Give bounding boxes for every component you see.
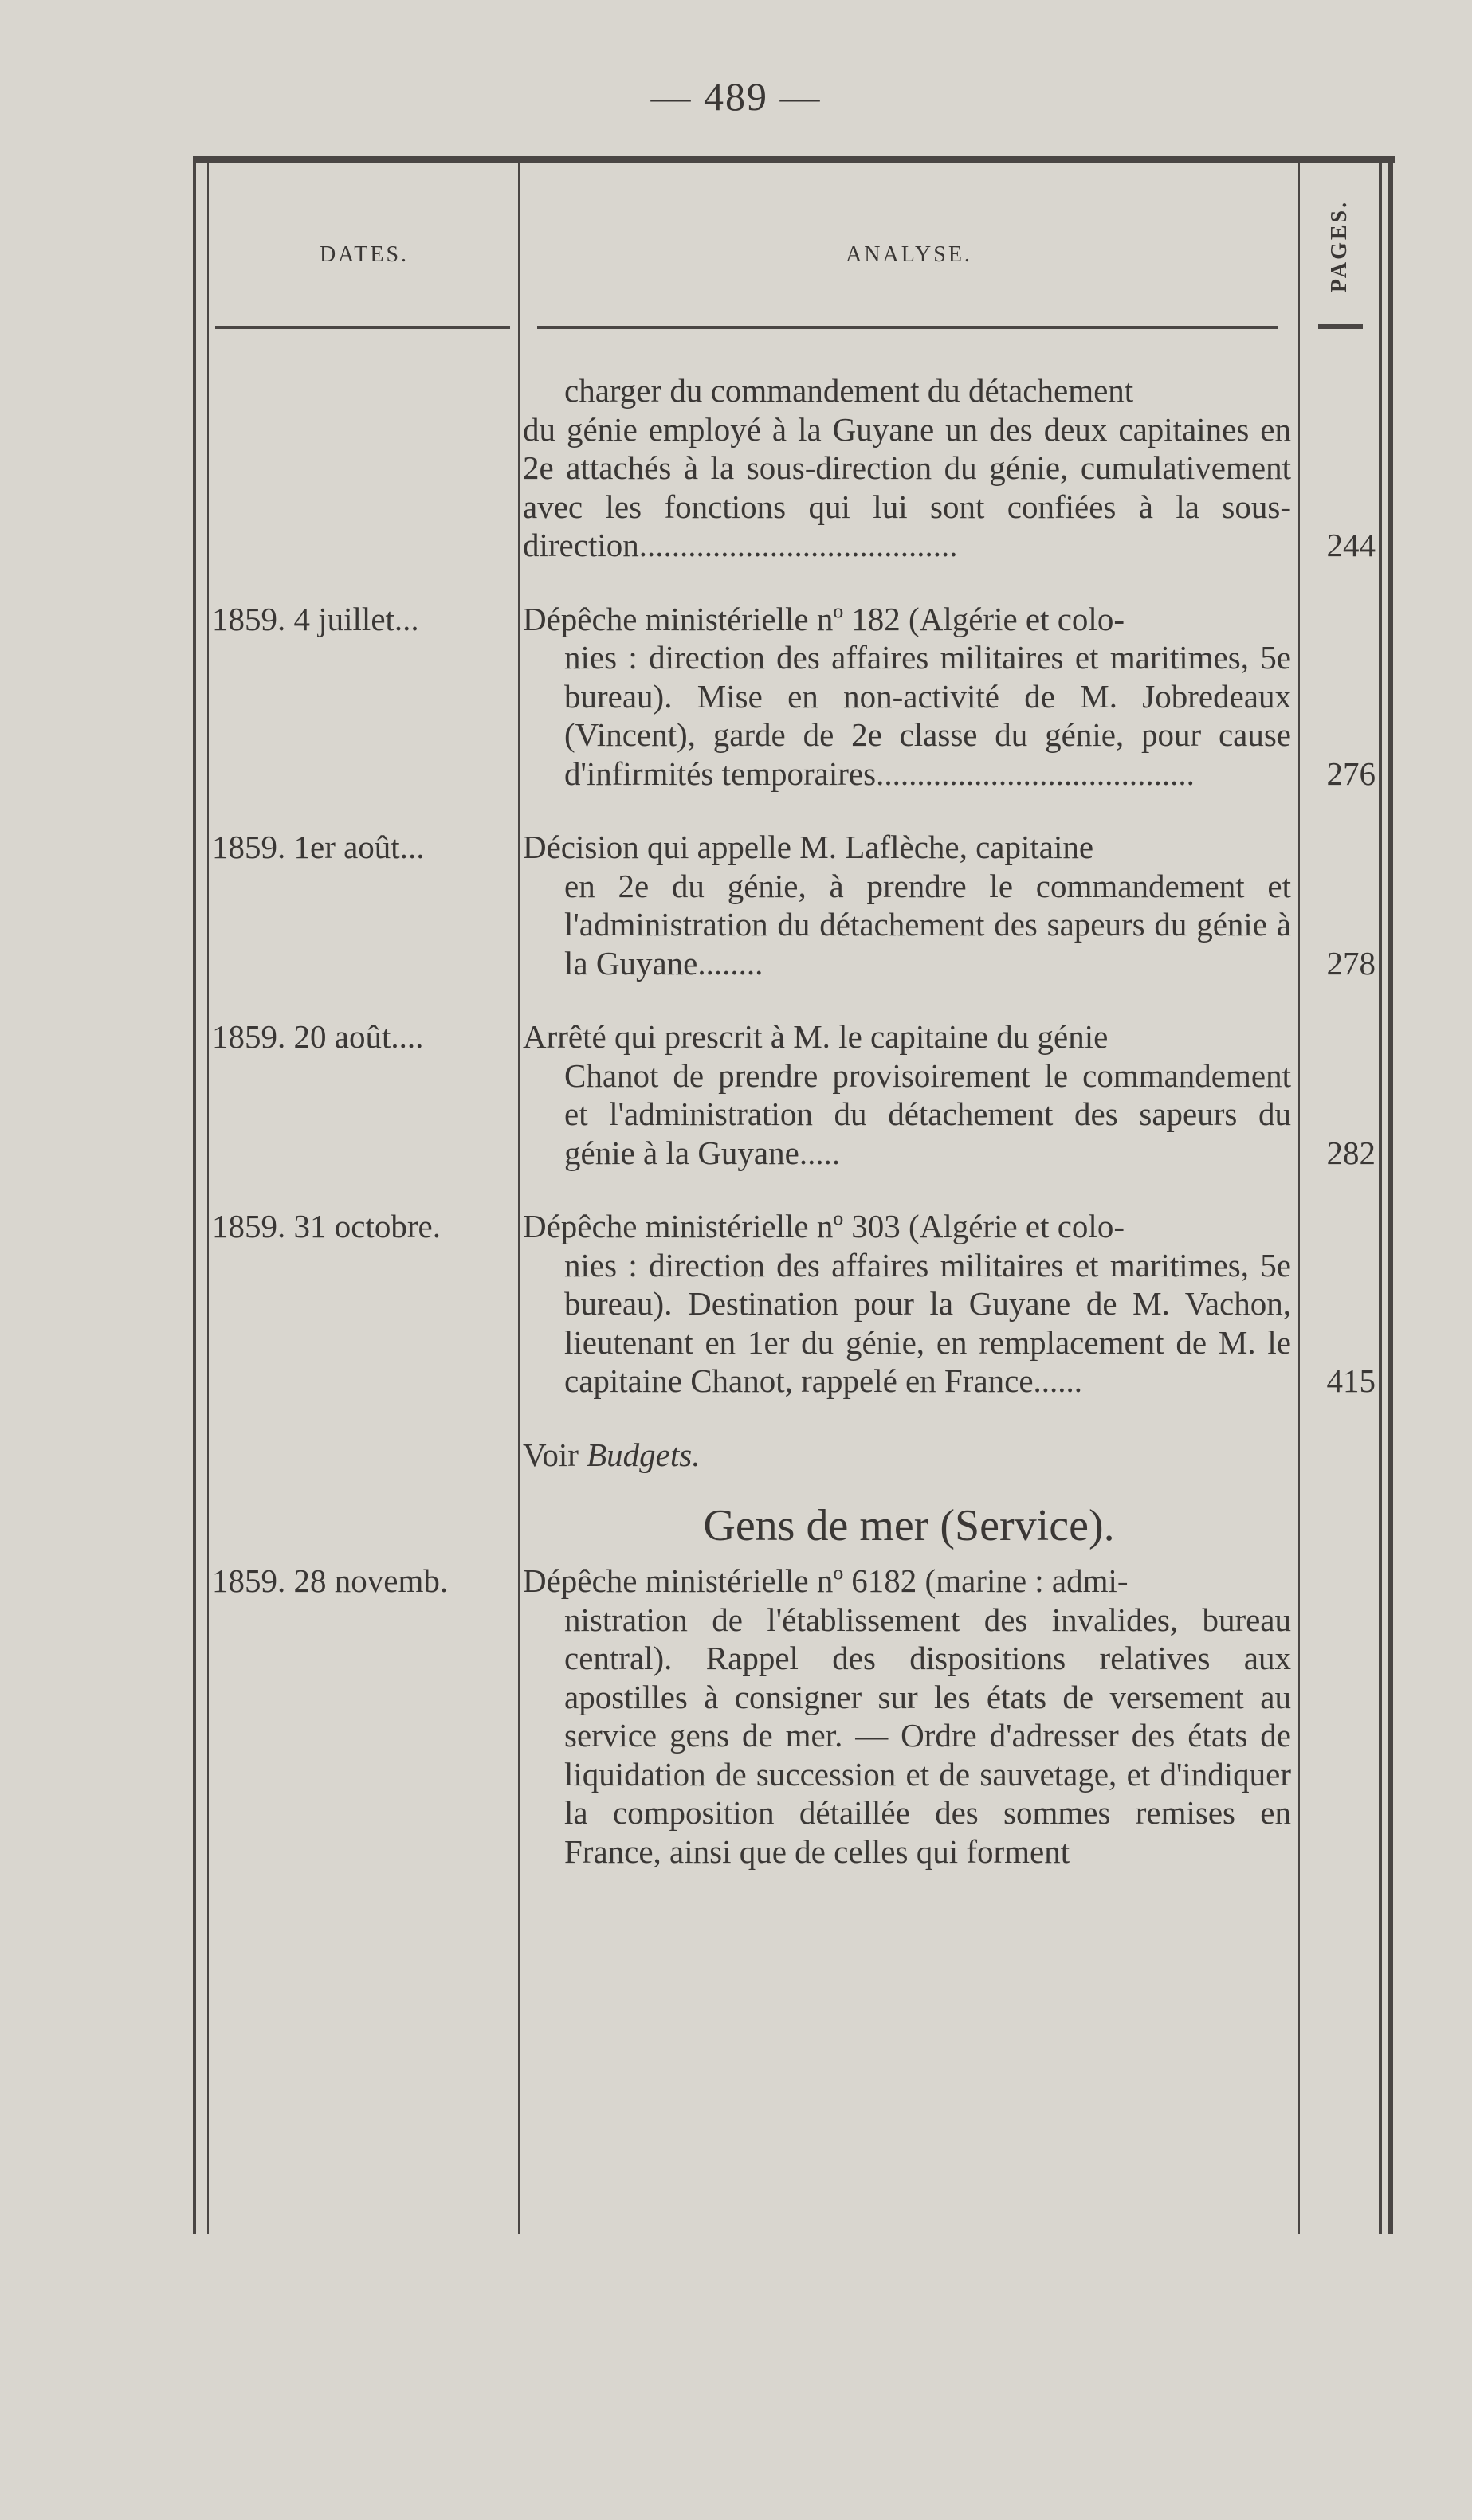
- header-pages-label: PAGES.: [1327, 199, 1352, 293]
- entry-analysis-text: Décision qui appelle M. Laflèche, capitaine: [523, 829, 1094, 865]
- header-analyse: ANALYSE.: [846, 242, 972, 267]
- entry-date: 1859. 31 octobre.: [212, 1208, 441, 1244]
- entry-analysis-cont: en 2e du génie, à prendre le commandement et l'administration du détachement des sapeurs du génie à la Guyane........: [564, 867, 1291, 982]
- page-number: — 489 —: [650, 74, 822, 119]
- table-body: [193, 371, 1395, 1906]
- entry-analysis-text: Dépêche ministérielle nº 182 (Algérie et colo-: [523, 600, 1125, 637]
- header-rule: [1318, 324, 1363, 329]
- entry-date: 1859. 4 juillet...: [212, 600, 419, 637]
- entry-analysis: [523, 371, 1291, 565]
- entry-analysis-cont: nistration de l'établissement des invalides, bureau central). Rappel des dispositions relatives aux apostilles à consigner sur les états de versement au service gens de mer. — Ordre d'adresser des états de liquidation de succession et de sauvetage, et d'indiquer la composition détaillée des sommes remises en France, ainsi que de celles qui forment: [564, 1601, 1291, 1870]
- see-also-prefix: Voir: [523, 1436, 579, 1473]
- table-row: [193, 828, 1395, 982]
- table-row: [193, 371, 1395, 565]
- header-dates: DATES.: [319, 242, 410, 267]
- header-rule: [537, 326, 1278, 329]
- entry-analysis-text: Dépêche ministérielle nº 6182 (marine : admi-: [523, 1562, 1129, 1599]
- entry-analysis-cont: nies : direction des affaires militaires et maritimes, 5e bureau). Mise en non-activité de M. Jobredeaux (Vincent), garde de 2e classe du génie, pour cause d'infirmités temporaires.......................................: [564, 639, 1291, 792]
- table-row: [193, 1017, 1395, 1172]
- table-frame: [193, 156, 1395, 2234]
- entry-analysis: [523, 1562, 1291, 1871]
- entry-analysis-text: Arrêté qui prescrit à M. le capitaine du génie: [523, 1018, 1109, 1055]
- entry-date: 1859. 20 août....: [212, 1018, 424, 1055]
- entry-analysis-cont: nies : direction des affaires militaires et maritimes, 5e bureau). Destination pour la Guyane de M. Vachon, lieutenant en 1er du génie, en remplacement de M. le capitaine Chanot, rappelé en France......: [564, 1246, 1291, 1399]
- entry-analysis: [523, 1017, 1291, 1172]
- entry-page: 278: [1326, 944, 1376, 982]
- entry-page: 282: [1326, 1134, 1376, 1171]
- entry-analysis: [523, 828, 1291, 982]
- entry-analysis-text: Dépêche ministérielle nº 303 (Algérie et colo-: [523, 1208, 1125, 1244]
- see-also-ref: Budgets.: [587, 1436, 701, 1473]
- table-row: [193, 1207, 1395, 1401]
- table-row: [193, 600, 1395, 794]
- section-title: Gens de mer (Service).: [703, 1501, 1115, 1550]
- entry-analysis: [523, 1207, 1291, 1401]
- header-rule: [215, 326, 510, 329]
- see-also: [523, 1436, 1395, 1475]
- entry-analysis-cont: Chanot de prendre provisoirement le commandement et l'administration du détachement des sapeurs du génie à la Guyane.....: [564, 1056, 1291, 1171]
- entry-analysis-text: charger du commandement du détachement: [564, 372, 1134, 409]
- entry-analysis-cont: du génie employé à la Guyane un des deux capitaines en 2e attachés à la sous-direction du génie, cumulativement avec les fonctions qui lui sont confiées à la sous-direction.......................................: [523, 410, 1291, 563]
- entry-page: 276: [1326, 754, 1376, 792]
- entry-date: 1859. 28 novemb.: [212, 1562, 449, 1599]
- table-row: [193, 1562, 1395, 1871]
- entry-page: 415: [1326, 1362, 1376, 1399]
- entry-analysis: [523, 600, 1291, 794]
- header-pages: [1303, 186, 1376, 306]
- entry-date: 1859. 1er août...: [212, 829, 425, 865]
- entry-page: 244: [1326, 527, 1376, 563]
